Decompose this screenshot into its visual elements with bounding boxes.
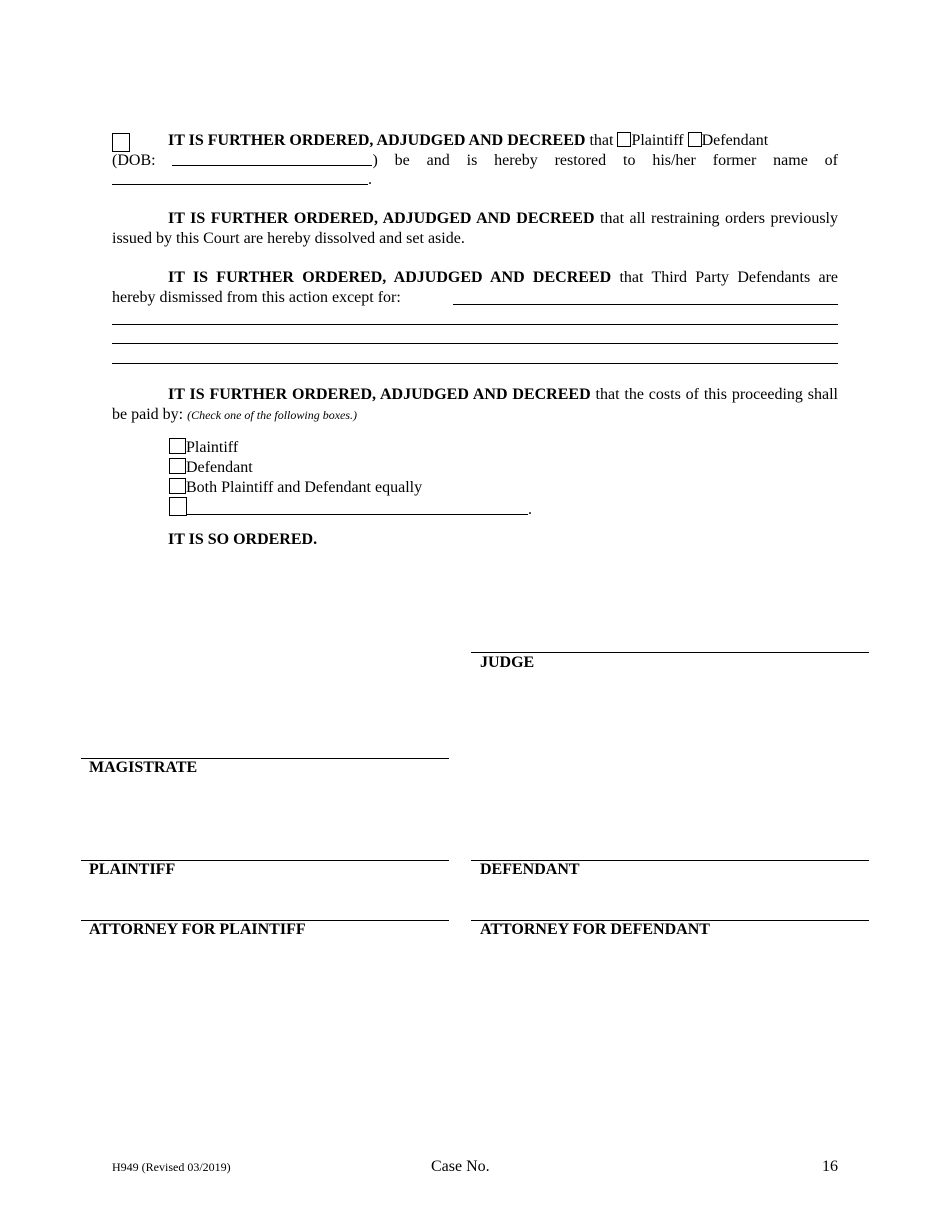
costs-option-plaintiff	[169, 438, 238, 458]
attorney-plaintiff-label: ATTORNEY FOR PLAINTIFF	[89, 921, 306, 938]
costs-other-checkbox[interactable]	[169, 497, 187, 516]
dob-field[interactable]	[172, 151, 372, 166]
restore-defendant-checkbox[interactable]	[688, 132, 702, 147]
restore-defendant-label: Defendant	[701, 132, 769, 149]
judge-signature-line[interactable]	[471, 652, 869, 653]
that-text: that	[589, 132, 614, 149]
costs-text: that the costs of this proceeding shall be paid by:	[112, 386, 839, 423]
third-party-field-line-3[interactable]	[112, 343, 838, 344]
restore-plaintiff-checkbox[interactable]	[617, 132, 631, 147]
costs-plaintiff-label: Plaintiff	[186, 439, 239, 456]
restore-rest-text: ) be and is hereby restored to his/her former name of	[372, 152, 839, 169]
costs-option-other	[169, 497, 532, 520]
decree-heading: IT IS FURTHER ORDERED, ADJUDGED AND DECREED	[168, 269, 612, 286]
costs-other-field[interactable]	[187, 500, 528, 515]
plaintiff-label: PLAINTIFF	[89, 861, 176, 878]
costs-paragraph	[112, 385, 838, 425]
decree-heading: IT IS FURTHER ORDERED, ADJUDGED AND DECREED	[168, 132, 586, 149]
name-restore-paragraph	[112, 131, 838, 151]
so-ordered-heading: IT IS SO ORDERED.	[168, 531, 318, 548]
case-number-label: Case No.	[431, 1158, 490, 1175]
third-party-field-line-4[interactable]	[112, 363, 838, 364]
costs-note: (Check one of the following boxes.)	[187, 407, 358, 422]
third-party-text: that Third Party Defendants are hereby dismissed from this action except for:	[112, 269, 839, 306]
restraining-paragraph	[112, 209, 838, 248]
costs-both-checkbox[interactable]	[169, 478, 186, 494]
form-id: H949 (Revised 03/2019)	[112, 1160, 231, 1174]
third-party-field-line-1[interactable]	[453, 304, 838, 305]
restore-plaintiff-label: Plaintiff	[631, 132, 684, 149]
costs-defendant-checkbox[interactable]	[169, 458, 186, 474]
costs-both-label: Both Plaintiff and Defendant equally	[186, 479, 423, 496]
decree-heading: IT IS FURTHER ORDERED, ADJUDGED AND DECREED	[168, 210, 595, 227]
dob-prefix: (DOB:	[112, 152, 156, 169]
defendant-label: DEFENDANT	[480, 861, 580, 878]
restraining-text: that all restraining orders previously issued by this Court are hereby dissolved and set aside.	[112, 210, 838, 247]
dob-line	[112, 151, 838, 171]
costs-option-defendant	[169, 458, 253, 478]
attorney-defendant-label: ATTORNEY FOR DEFENDANT	[480, 921, 710, 938]
third-party-field-line-2[interactable]	[112, 324, 838, 325]
costs-defendant-label: Defendant	[186, 459, 253, 476]
costs-other-period: .	[528, 501, 532, 518]
former-name-period: .	[368, 171, 372, 188]
former-name-row	[112, 170, 372, 190]
costs-option-both	[169, 478, 422, 498]
costs-plaintiff-checkbox[interactable]	[169, 438, 186, 454]
former-name-field[interactable]	[112, 170, 368, 185]
third-party-paragraph	[112, 268, 838, 307]
page-number: 16	[822, 1158, 838, 1175]
magistrate-label: MAGISTRATE	[89, 759, 198, 776]
judge-label: JUDGE	[480, 654, 535, 671]
decree-heading: IT IS FURTHER ORDERED, ADJUDGED AND DECREED	[168, 386, 591, 403]
